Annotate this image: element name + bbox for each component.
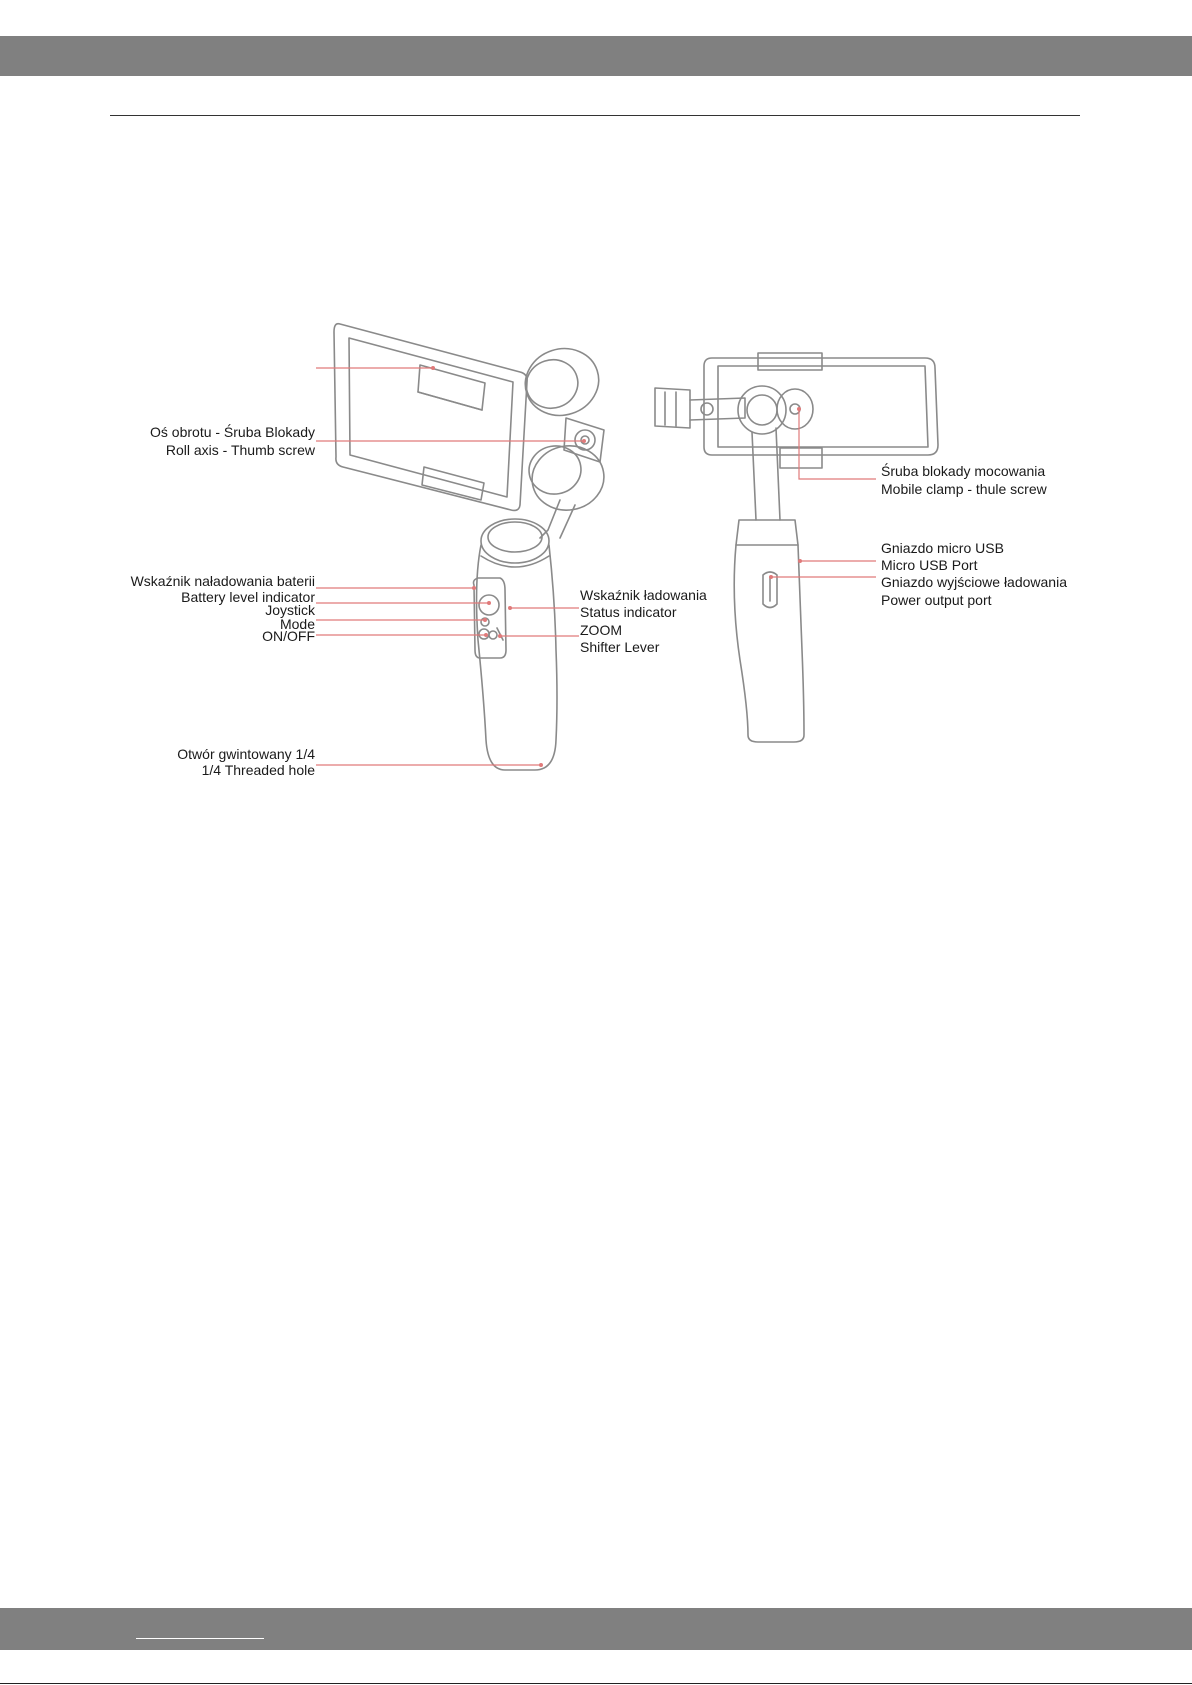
label-joystick: Joystick bbox=[265, 602, 315, 618]
label-status-en: Status indicator bbox=[580, 604, 677, 620]
label-usb-en: Micro USB Port bbox=[881, 557, 978, 573]
label-power-en: Power output port bbox=[881, 592, 992, 608]
label-roll-axis-pl: Oś obrotu - Śruba Blokady bbox=[150, 424, 315, 440]
label-roll-axis-en: Roll axis - Thumb screw bbox=[165, 442, 315, 458]
label-battery-en: Battery level indicator bbox=[181, 589, 315, 605]
footer-underline bbox=[136, 1638, 264, 1639]
label-battery-pl: Wskaźnik naładowania baterii bbox=[130, 573, 315, 589]
label-status-pl: Wskaźnik ładowania bbox=[580, 587, 707, 603]
footer-band bbox=[0, 1608, 1192, 1650]
gimbal-front-drawing bbox=[334, 324, 609, 770]
label-thread-en: 1/4 Threaded hole bbox=[201, 762, 315, 778]
label-onoff: ON/OFF bbox=[262, 628, 315, 644]
label-shifter: Shifter Lever bbox=[580, 639, 660, 655]
label-clamp-pl: Śruba blokady mocowania bbox=[881, 463, 1046, 479]
footer-rule bbox=[0, 1683, 1192, 1684]
label-zoom: ZOOM bbox=[580, 622, 622, 638]
label-usb-pl: Gniazdo micro USB bbox=[881, 540, 1004, 556]
label-clamp-en: Mobile clamp - thule screw bbox=[881, 481, 1047, 497]
label-mode: Mode bbox=[279, 616, 315, 632]
label-power-pl: Gniazdo wyjściowe ładowania bbox=[881, 574, 1067, 590]
label-thread-pl: Otwór gwintowany 1/4 bbox=[177, 746, 315, 762]
